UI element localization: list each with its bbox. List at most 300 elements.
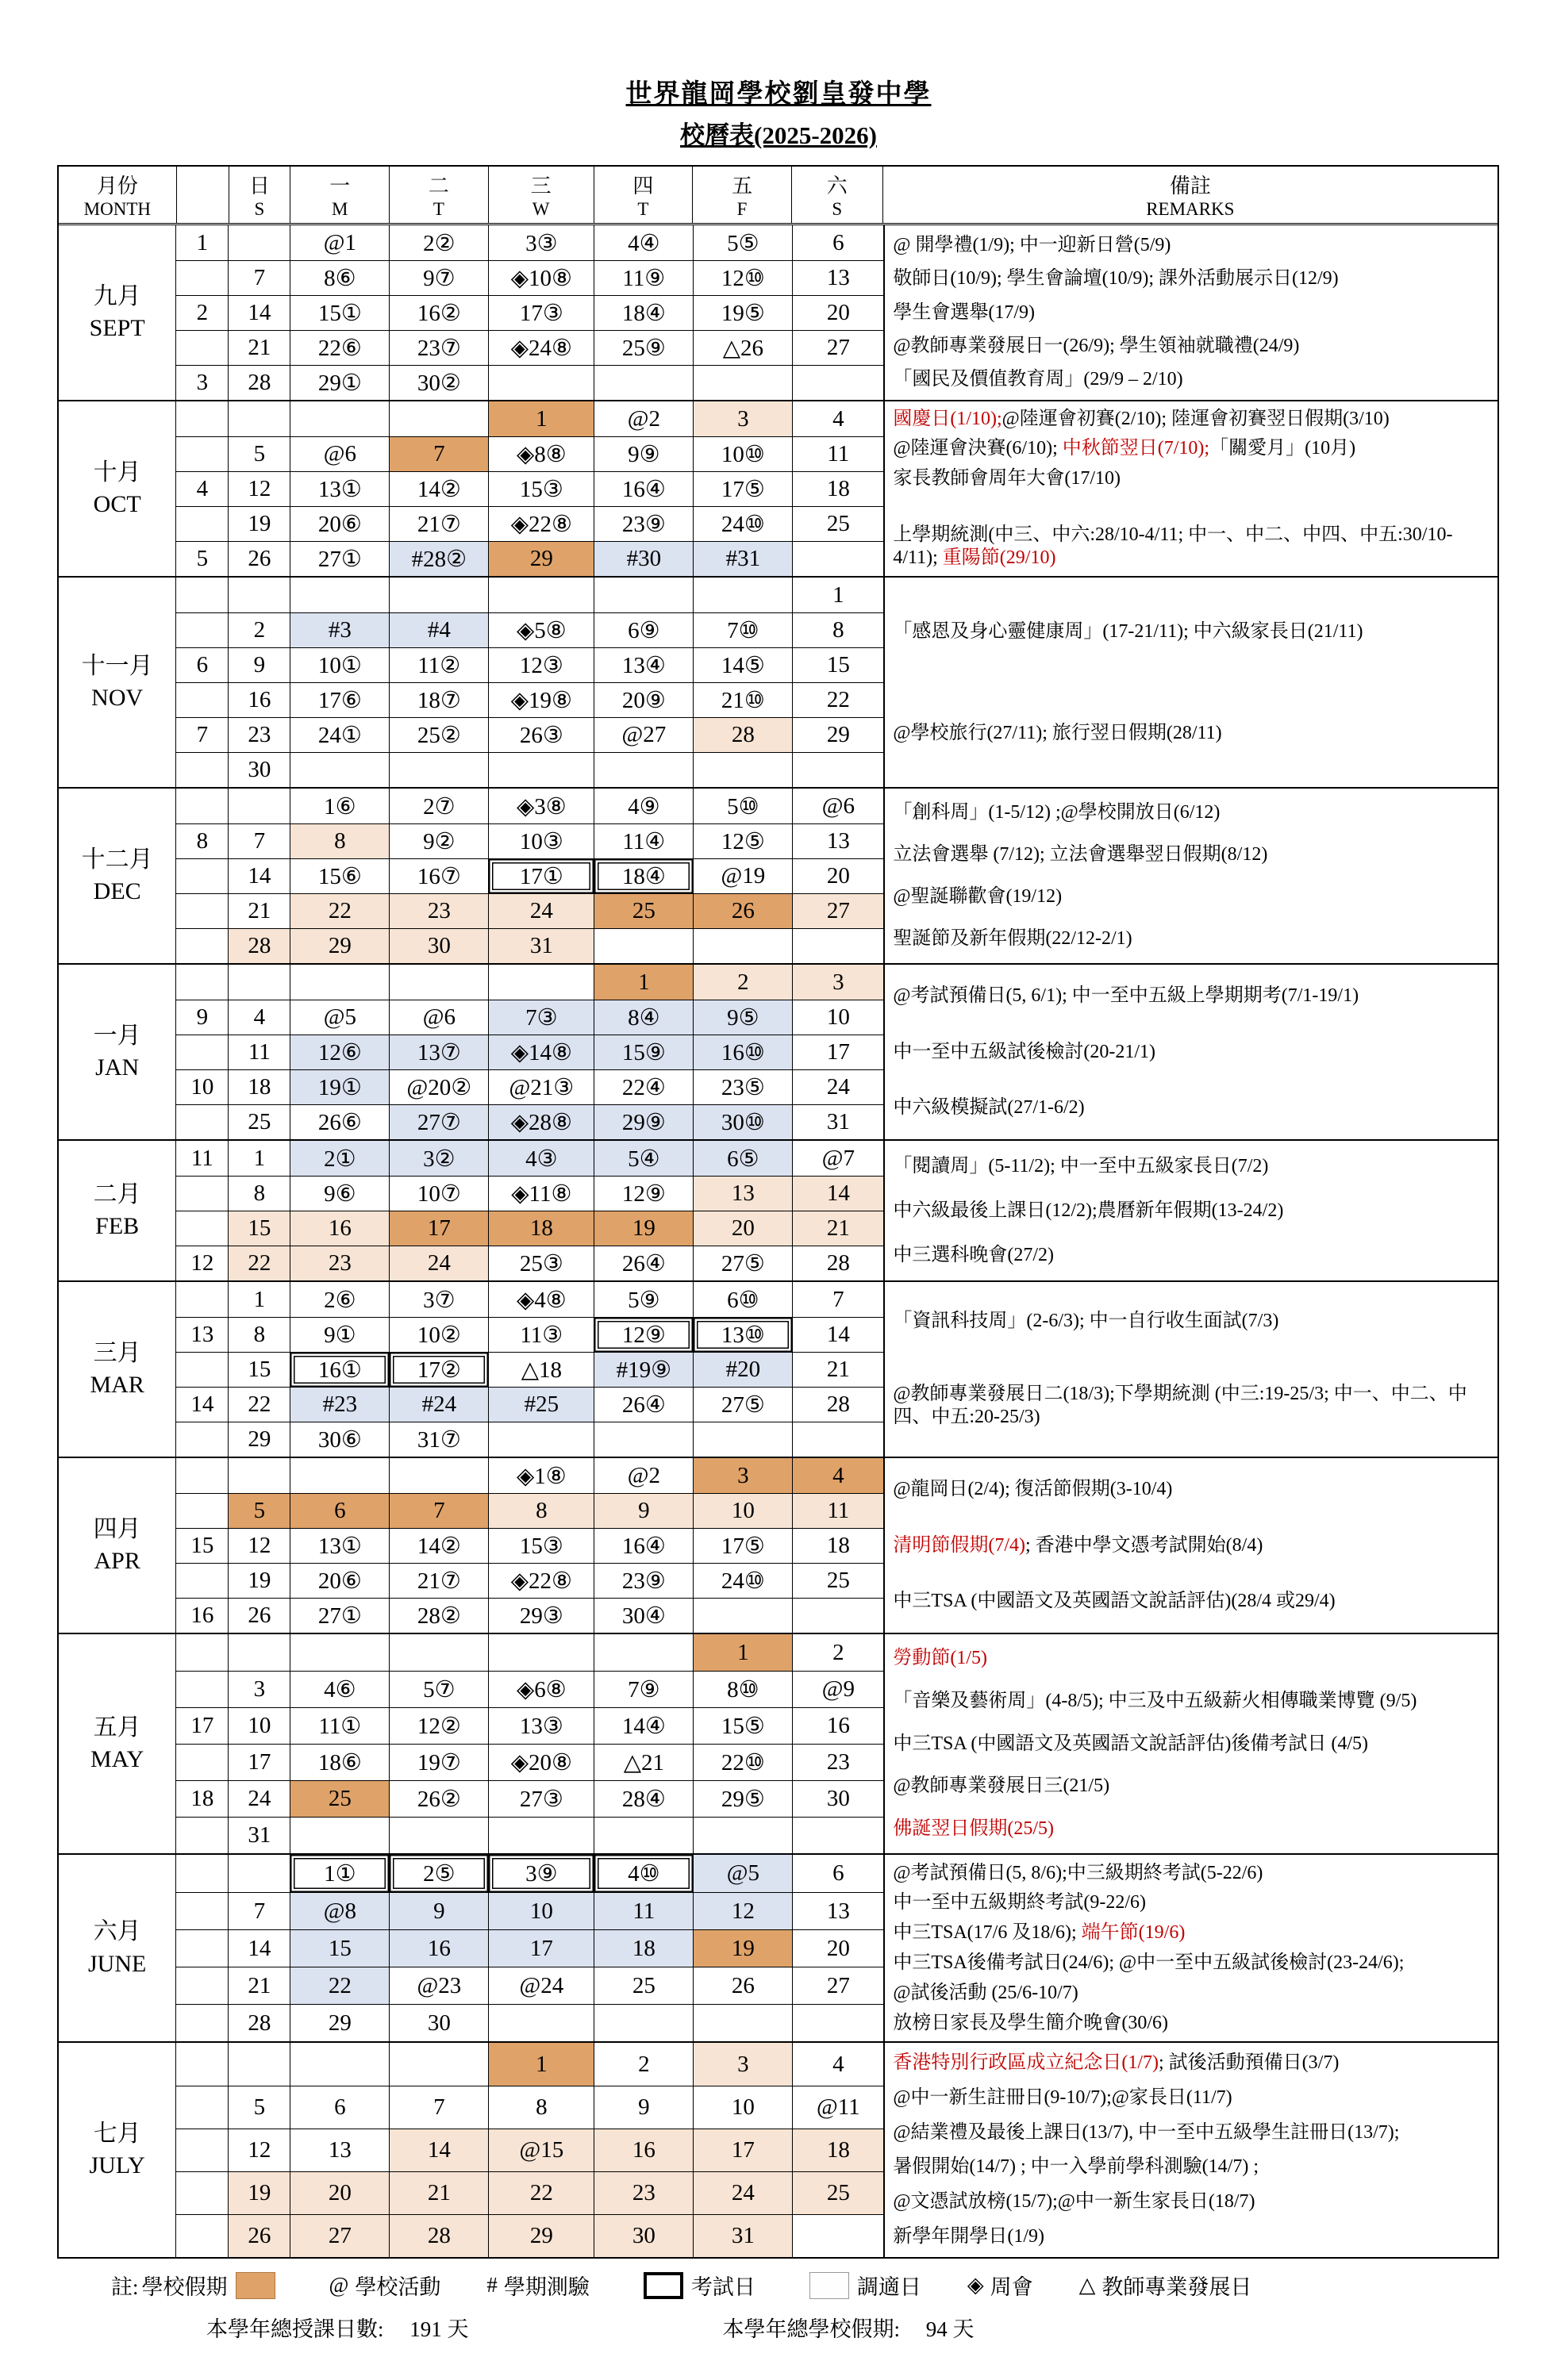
remark-line: @考試預備日(5, 8/6);中三級期終考試(5-22/6) (893, 1862, 1263, 1883)
day-cell: @6 (290, 437, 389, 471)
day-cell: 31 (488, 929, 594, 963)
day-cell (290, 753, 389, 787)
day-cell (389, 2043, 488, 2086)
remark-line: 佛誕翌日假期(25/5) (893, 1818, 1054, 1839)
month-remarks (883, 965, 1497, 1139)
day-cell: 13 (792, 824, 883, 858)
day-cell: 26③ (488, 718, 594, 752)
legend (111, 2270, 1557, 2301)
cycle-number-cell (175, 965, 228, 1000)
day-cell: 3② (389, 1141, 488, 1176)
day-cell: 6⑤ (693, 1141, 792, 1176)
day-cell: @8 (290, 1893, 389, 1929)
month-label: 三月 MAR (90, 1339, 144, 1398)
day-cell: 19⑦ (389, 1745, 488, 1780)
cycle-number-cell (175, 1105, 228, 1139)
cycle-number-cell (175, 683, 228, 717)
month-label: 九月 SEPT (89, 282, 145, 341)
day-cell: 26⑥ (290, 1105, 389, 1139)
day-cell: 2② (389, 225, 488, 260)
day-cell: 22 (290, 894, 389, 928)
remark-line: @試後活動 (25/6-10/7) (893, 1982, 1078, 2003)
day-cell (488, 1818, 594, 1853)
month-label: 十二月 DEC (81, 846, 153, 904)
day-cell: 1 (488, 401, 594, 436)
day-cell: @23 (389, 1967, 488, 2004)
remark-line: 「國民及價值教育周」(29/9 – 2/10) (893, 369, 1183, 390)
day-cell: 7⑩ (693, 613, 792, 647)
day-cell: 26 (693, 1967, 792, 2004)
day-cell: 26④ (594, 1246, 693, 1280)
day-cell: 4⑥ (290, 1672, 389, 1707)
day-cell: 5④ (594, 1141, 693, 1176)
legend-symbol: △ (1078, 2273, 1096, 2297)
day-cell (693, 929, 792, 963)
month-remarks (883, 401, 1497, 576)
day-cell: 23 (228, 718, 290, 752)
day-cell: @7 (792, 1141, 883, 1176)
day-cell: 7 (228, 1893, 290, 1929)
day-cell (488, 753, 594, 787)
cycle-number-cell (175, 789, 228, 823)
day-cell: 23⑨ (594, 1564, 693, 1598)
day-cell: 18 (792, 1529, 883, 1563)
day-cell (792, 753, 883, 787)
cycle-number-cell (175, 1855, 228, 1892)
cycle-number-cell (175, 1035, 228, 1069)
day-cell (594, 753, 693, 787)
day-cell: 13 (290, 2129, 389, 2171)
remark-line: 中六級模擬試(27/1-6/2) (893, 1097, 1085, 1119)
day-cell: 24① (290, 718, 389, 752)
day-cell: 6⑩ (693, 1282, 792, 1317)
day-cell: 19① (290, 1070, 389, 1104)
cycle-number-cell (175, 1282, 228, 1317)
day-cell: 17 (228, 1745, 290, 1780)
day-cell: 8④ (594, 1000, 693, 1035)
cycle-number-cell (175, 2129, 228, 2171)
day-cell: 16 (792, 1708, 883, 1744)
day-cell: @11 (792, 2086, 883, 2129)
day-cell: 4 (792, 401, 883, 436)
day-cell: 23 (290, 1246, 389, 1280)
day-cell: 3 (693, 401, 792, 436)
day-cell: 25⑨ (594, 331, 693, 365)
day-cell: 16⑦ (389, 859, 488, 893)
legend-label: 教師專業發展日 (1101, 2275, 1252, 2299)
day-cell: 5 (228, 2086, 290, 2129)
day-cell: 29⑤ (693, 1781, 792, 1817)
day-cell: 26② (389, 1781, 488, 1817)
remark-line: 「創科周」(1-5/12) ;@學校開放日(6/12) (893, 802, 1221, 823)
month-APR (59, 1457, 1497, 1633)
day-cell: 14 (228, 1930, 290, 1967)
remark-line: 暑假開始(14/7) ; 中一入學前學科測驗(14/7) ; (893, 2156, 1259, 2178)
day-cell (792, 1422, 883, 1457)
day-cell: 19 (594, 1211, 693, 1246)
day-cell: 20 (792, 1930, 883, 1967)
day-cell: 4 (792, 1458, 883, 1493)
day-cell: 10 (228, 1708, 290, 1744)
totals (206, 2312, 1557, 2343)
cycle-number-cell: 4 (175, 472, 228, 506)
day-cell: 14② (389, 1529, 488, 1563)
day-cell: 24 (792, 1070, 883, 1104)
day-cell: 6 (792, 225, 883, 260)
day-cell: 21 (792, 1353, 883, 1387)
day-cell: 1 (693, 1634, 792, 1671)
month-label: 七月 JULY (89, 2120, 145, 2178)
cycle-number-cell: 6 (175, 648, 228, 682)
remark-line: 立法會選舉 (7/12); 立法會選舉翌日假期(8/12) (893, 844, 1268, 866)
remark-line: @中一新生註冊日(9-10/7);@家長日(11/7) (893, 2087, 1232, 2109)
month-SEPT (59, 225, 1497, 400)
day-cell: 15 (228, 1353, 290, 1387)
day-cell: 2① (290, 1141, 389, 1176)
day-cell: 28 (228, 366, 290, 400)
exam-swatch (644, 2272, 683, 2299)
day-cell: @19 (693, 859, 792, 893)
day-cell: 29 (488, 542, 594, 576)
cycle-number-cell (175, 929, 228, 963)
day-cell: 28② (389, 1599, 488, 1633)
day-cell: 28 (389, 2215, 488, 2257)
month-remarks (883, 225, 1497, 400)
day-cell: 29⑨ (594, 1105, 693, 1139)
day-cell: 20⑨ (594, 683, 693, 717)
calendar-header (59, 167, 1497, 225)
day-cell: 8⑥ (290, 261, 389, 295)
day-cell: 13⑩ (693, 1318, 792, 1352)
day-cell: 2 (594, 2043, 693, 2086)
day-cell: 16⑩ (693, 1035, 792, 1069)
day-cell: 18 (594, 1930, 693, 1967)
day-cell: 13 (792, 261, 883, 295)
day-cell: 18④ (594, 859, 693, 893)
cycle-number-cell (175, 1494, 228, 1528)
day-cell: 28 (228, 929, 290, 963)
day-cell (488, 1634, 594, 1671)
day-cell (693, 578, 792, 612)
day-cell: #3 (290, 613, 389, 647)
day-cell (389, 578, 488, 612)
day-cell: 19 (228, 1564, 290, 1598)
day-cell (693, 1599, 792, 1633)
day-cell: 20 (792, 859, 883, 893)
day-cell: 15⑤ (693, 1708, 792, 1744)
month-label: 五月 MAY (90, 1714, 144, 1772)
day-cell: 11 (792, 1494, 883, 1528)
day-cell: 23 (792, 1745, 883, 1780)
day-cell: △21 (594, 1745, 693, 1780)
day-cell: 9⑨ (594, 437, 693, 471)
day-cell: 17 (389, 1211, 488, 1246)
day-cell: 2 (693, 965, 792, 1000)
day-cell: 11⑨ (594, 261, 693, 295)
day-cell: 15 (290, 1930, 389, 1967)
month-label: 二月 FEB (93, 1180, 141, 1239)
day-cell: ◈4⑧ (488, 1282, 594, 1317)
day-cell: ◈28⑧ (488, 1105, 594, 1139)
day-cell (228, 578, 290, 612)
day-cell: 31 (792, 1105, 883, 1139)
day-cell: 12③ (488, 648, 594, 682)
month-label: 一月 JAN (93, 1022, 141, 1081)
day-cell: @2 (594, 401, 693, 436)
month-DEC (59, 787, 1497, 963)
day-cell: 12⑩ (693, 261, 792, 295)
day-cell: 31 (228, 1818, 290, 1853)
cycle-number-cell: 15 (175, 1529, 228, 1563)
day-cell: 10② (389, 1318, 488, 1352)
day-cell (792, 929, 883, 963)
day-cell (594, 1634, 693, 1671)
day-cell: 4 (228, 1000, 290, 1035)
day-cell: 17① (488, 859, 594, 893)
legend-item (802, 2270, 921, 2301)
cycle-number-cell (175, 753, 228, 787)
day-cell: 16① (290, 1353, 389, 1387)
legend-label: 考試日 (690, 2275, 755, 2299)
remark-line: @聖誕聯歡會(19/12) (893, 886, 1063, 908)
day-cell: 30⑩ (693, 1105, 792, 1139)
day-cell (792, 2005, 883, 2041)
day-cell (228, 401, 290, 436)
day-cell: 31⑦ (389, 1422, 488, 1457)
day-cell: 25 (594, 894, 693, 928)
month-remarks (883, 1855, 1497, 2041)
day-cell: 13 (792, 1893, 883, 1929)
cycle-number-cell: 16 (175, 1599, 228, 1633)
day-cell: 17② (389, 1353, 488, 1387)
day-cell: 30④ (594, 1599, 693, 1633)
day-cell: 10 (693, 1494, 792, 1528)
day-cell: @1 (290, 225, 389, 260)
day-cell: 25 (792, 2172, 883, 2214)
day-cell: ◈14⑧ (488, 1035, 594, 1069)
day-cell: 8 (792, 613, 883, 647)
header-cell: 日 S (229, 167, 290, 223)
cycle-number-cell: 11 (175, 1141, 228, 1176)
day-cell: 19 (228, 507, 290, 541)
day-cell: ◈6⑧ (488, 1672, 594, 1707)
day-cell (389, 753, 488, 787)
day-cell: 28 (792, 1246, 883, 1280)
day-cell: 29 (488, 2215, 594, 2257)
day-cell: 27 (290, 2215, 389, 2257)
day-cell: 6 (290, 1494, 389, 1528)
day-cell (290, 401, 389, 436)
remark-line: @文憑試放榜(15/7);@中一新生家長日(18/7) (893, 2191, 1255, 2213)
day-cell (389, 1818, 488, 1853)
day-cell: 8 (228, 1177, 290, 1211)
day-cell: ◈22⑧ (488, 507, 594, 541)
cycle-number-cell (175, 1745, 228, 1780)
month-MAR (59, 1280, 1497, 1457)
total-school-days (206, 2312, 469, 2343)
day-cell (290, 2043, 389, 2086)
day-cell: 12 (228, 2129, 290, 2171)
cycle-number-cell: 1 (175, 225, 228, 260)
day-cell: @5 (693, 1855, 792, 1892)
day-cell (792, 366, 883, 400)
day-cell: @9 (792, 1672, 883, 1707)
remark-line: 中三選科晚會(27/2) (893, 1244, 1054, 1265)
day-cell: 14 (389, 2129, 488, 2171)
day-cell (488, 1422, 594, 1457)
day-cell: @6 (792, 789, 883, 823)
day-cell: 21⑦ (389, 1564, 488, 1598)
day-cell: △18 (488, 1353, 594, 1387)
remark-line: @學校旅行(27/11); 旅行翌日假期(28/11) (893, 722, 1222, 743)
day-cell: 11③ (488, 1318, 594, 1352)
day-cell: 15③ (488, 472, 594, 506)
day-cell: 22 (228, 1246, 290, 1280)
day-cell: 25③ (488, 1246, 594, 1280)
day-cell: 18④ (594, 296, 693, 330)
day-cell: 24 (228, 1781, 290, 1817)
remark-line: 中三TSA (中國語文及英國語文說話評估)後備考試日 (4/5) (893, 1733, 1368, 1754)
day-cell: 14⑤ (693, 648, 792, 682)
legend-item (636, 2270, 755, 2301)
day-cell: 29 (290, 929, 389, 963)
remark-line: 中一至中五級期終考試(9-22/6) (893, 1892, 1146, 1914)
month-remarks (883, 1634, 1497, 1853)
day-cell: 30 (389, 929, 488, 963)
day-cell (693, 1818, 792, 1853)
day-cell: 15 (792, 648, 883, 682)
cycle-number-cell: 18 (175, 1781, 228, 1817)
day-cell: 20⑥ (290, 507, 389, 541)
day-cell: 25 (594, 1967, 693, 2004)
day-cell: 19⑤ (693, 296, 792, 330)
day-cell (389, 1634, 488, 1671)
month-label: 十一月 NOV (81, 652, 153, 711)
day-cell (228, 789, 290, 823)
month-label: 十月 OCT (93, 459, 141, 517)
day-cell: 1① (290, 1855, 389, 1892)
remark-line: 中六級最後上課日(12/2);農曆新年假期(13-24/2) (893, 1200, 1284, 1221)
month-remarks (883, 578, 1497, 787)
legend-item (329, 2270, 441, 2301)
day-cell: 29 (228, 1422, 290, 1457)
day-cell: 9⑦ (389, 261, 488, 295)
cycle-number-cell: 17 (175, 1708, 228, 1744)
day-cell: 22⑥ (290, 331, 389, 365)
cycle-number-cell: 8 (175, 824, 228, 858)
day-cell: 1 (228, 1282, 290, 1317)
day-cell: 3 (693, 2043, 792, 2086)
months (59, 225, 1497, 2257)
day-cell (693, 1422, 792, 1457)
remark-line: 中三TSA(17/6 及18/6); 端午節(19/6) (893, 1922, 1186, 1944)
day-cell: 6 (290, 2086, 389, 2129)
header-cell: 五 F (692, 167, 791, 223)
header-cell: 三 W (488, 167, 594, 223)
day-cell: 7 (228, 824, 290, 858)
day-cell: ◈20⑧ (488, 1745, 594, 1780)
day-cell: ◈1⑧ (488, 1458, 594, 1493)
day-cell: 9 (594, 1494, 693, 1528)
day-cell: 1 (228, 1141, 290, 1176)
day-cell (488, 578, 594, 612)
day-cell: 24⑩ (693, 507, 792, 541)
legend-label: 學校假期 (141, 2275, 228, 2299)
cycle-number-cell (175, 331, 228, 365)
day-cell: 11④ (594, 824, 693, 858)
day-cell: ◈22⑧ (488, 1564, 594, 1598)
day-cell: 12 (228, 1529, 290, 1563)
day-cell: ◈11⑧ (488, 1177, 594, 1211)
day-cell: 13⑦ (389, 1035, 488, 1069)
day-cell: 14④ (594, 1708, 693, 1744)
day-cell: 7③ (488, 1000, 594, 1035)
day-cell: 7 (389, 2086, 488, 2129)
day-cell: 26 (228, 542, 290, 576)
day-cell (290, 1458, 389, 1493)
remark-line: 清明節假期(7/4); 香港中學文憑考試開始(8/4) (893, 1534, 1263, 1556)
day-cell: 9② (389, 824, 488, 858)
month-label: 六月 JUNE (88, 1918, 147, 1977)
total-holidays (723, 2312, 975, 2343)
day-cell: 21 (792, 1211, 883, 1246)
day-cell (228, 2043, 290, 2086)
header-cell: 一 M (290, 167, 389, 223)
total-holidays-value: 94 天 (925, 2317, 975, 2341)
month-JAN (59, 963, 1497, 1139)
day-cell: @27 (594, 718, 693, 752)
day-cell (228, 1634, 290, 1671)
day-cell (290, 1634, 389, 1671)
total-holidays-label: 本學年總學校假期: (722, 2317, 901, 2341)
day-cell: 25 (228, 1105, 290, 1139)
legend-item (967, 2270, 1033, 2301)
day-cell: 20⑥ (290, 1564, 389, 1598)
remark-line: @教師專業發展日三(21/5) (893, 1775, 1110, 1797)
cycle-number-cell: 10 (175, 1070, 228, 1104)
day-cell: 14 (792, 1318, 883, 1352)
day-cell (693, 366, 792, 400)
day-cell: 18⑥ (290, 1745, 389, 1780)
day-cell: 26 (693, 894, 792, 928)
day-cell: 4⑨ (594, 789, 693, 823)
month-JUNE (59, 1853, 1497, 2041)
header-cell: 四 T (594, 167, 693, 223)
day-cell: 16 (228, 683, 290, 717)
day-cell: @21③ (488, 1070, 594, 1104)
cycle-number-cell (175, 1967, 228, 2004)
month-remarks (883, 2043, 1497, 2257)
day-cell: 5 (228, 437, 290, 471)
day-cell: 18⑦ (389, 683, 488, 717)
day-cell: 15③ (488, 1529, 594, 1563)
day-cell: 4⑩ (594, 1855, 693, 1892)
day-cell: 16④ (594, 472, 693, 506)
day-cell: 24 (693, 2172, 792, 2214)
day-cell: 7⑨ (594, 1672, 693, 1707)
day-cell: 24⑩ (693, 1564, 792, 1598)
remark-line: 「閱讀周」(5-11/2); 中一至中五級家長日(7/2) (893, 1155, 1269, 1177)
day-cell: 26 (228, 1599, 290, 1633)
day-cell (594, 578, 693, 612)
day-cell: 28④ (594, 1781, 693, 1817)
header-cell: 六 S (791, 167, 882, 223)
day-cell: 3③ (488, 225, 594, 260)
day-cell: 13④ (594, 648, 693, 682)
day-cell: 5⑤ (693, 225, 792, 260)
cycle-number-cell (175, 2005, 228, 2041)
day-cell: 12 (693, 1893, 792, 1929)
